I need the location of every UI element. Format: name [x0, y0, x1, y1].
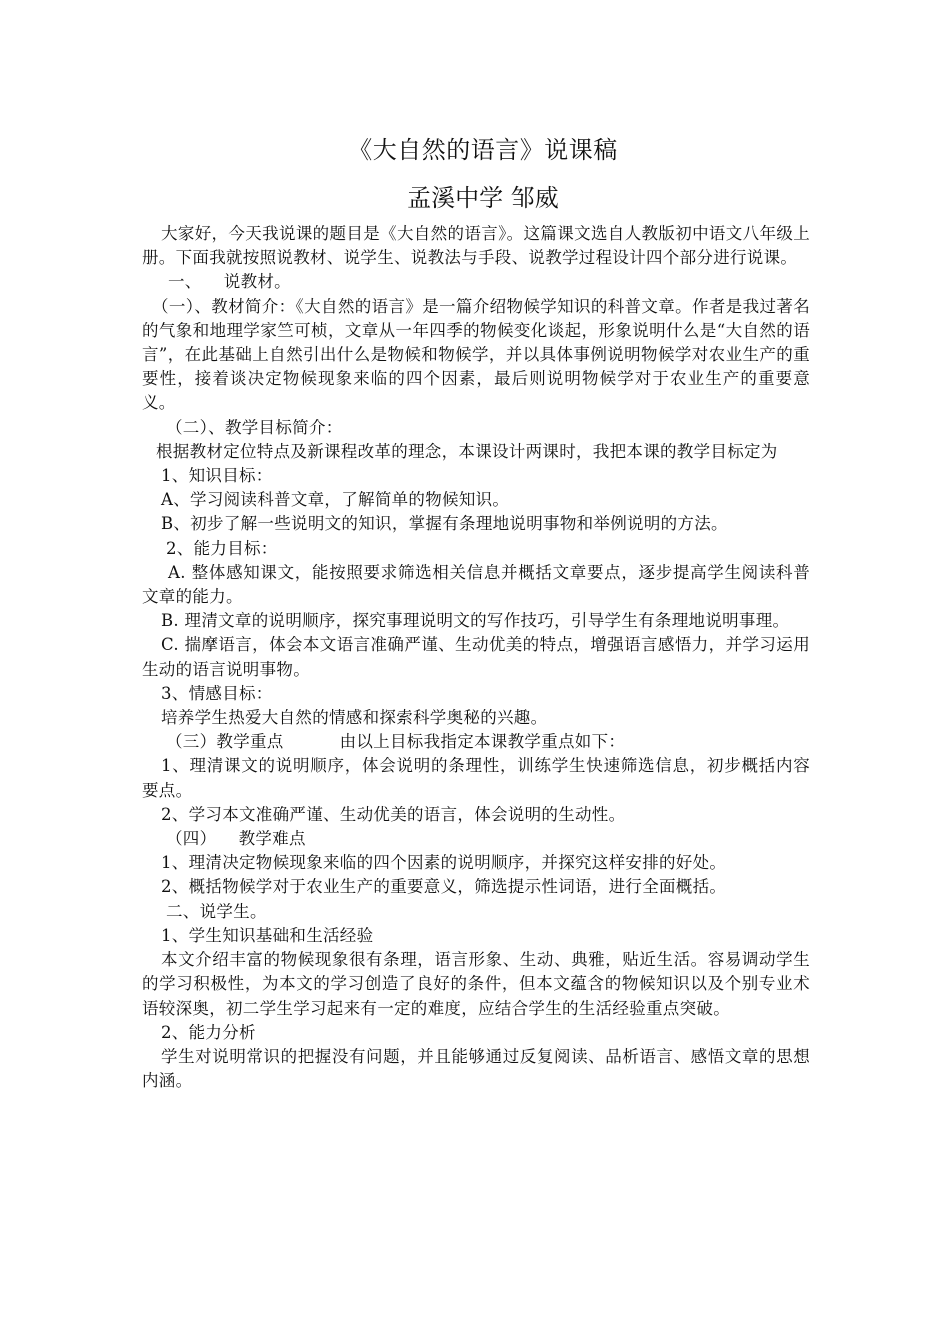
heading-knowledge-goal: 1、知识目标：	[161, 466, 273, 486]
list-item-knowledge-b: B、初步了解一些说明文的知识，掌握有条理地说明事物和举例说明的方法。	[161, 514, 728, 534]
heading-ability-goal: 2、能力目标：	[166, 538, 278, 558]
document-title: 《大自然的语言》说课稿	[348, 136, 618, 164]
paragraph-textbook-intro: （一）、教材简介：《大自然的语言》是一篇介绍物候学知识的科普文章。作者是我过著名的气象和地理学家竺可桢，文章从一年四季的物候变化谈起，形象说明什么是“大自然的语言”，在此基础上自然引出什么是物候和物候学，并以具体事例说明物候学对农业生产的重要性，接着谈决定物候现象来临的四个因素，最后则说明物候学对于农业生产的重要意义。	[142, 296, 810, 413]
heading-key-points: （三）教学重点	[166, 732, 284, 752]
heading-objectives: （二）、教学目标简介：	[166, 417, 343, 437]
list-item-knowledge-a: A、学习阅读科普文章，了解简单的物候知识。	[161, 490, 510, 510]
document-body	[142, 222, 810, 1093]
heading-section-2: 二、说学生。	[166, 901, 267, 921]
paragraph-emotion-goal: 培养学生热爱大自然的情感和探索科学奥秘的兴趣。	[161, 708, 548, 728]
list-item-key-point-2: 2、学习本文准确严谨、生动优美的语言，体会说明的生动性。	[161, 804, 626, 824]
document-author: 孟溪中学 邹威	[407, 184, 559, 212]
list-item-ability-b: B. 理清文章的说明顺序，探究事理说明文的写作技巧，引导学生有条理地说明事理。	[161, 611, 790, 631]
key-points-intro: 由以上目标我指定本课教学重点如下：	[339, 732, 626, 752]
heading-emotion-goal: 3、情感目标：	[161, 683, 273, 703]
document-page	[142, 128, 810, 1093]
list-item-ability-c: C. 揣摩语言，体会本文语言准确严谨、生动优美的特点，增强语言感悟力，并学习运用生动的语言说明事物。	[142, 635, 810, 679]
paragraph-ability-analysis: 学生对说明常识的把握没有问题，并且能够通过反复阅读、品析语言、感悟文章的思想内涵。	[142, 1046, 810, 1091]
list-item-difficulty-1: 1、理清决定物候现象来临的四个因素的说明顺序，并探究这样安排的好处。	[161, 853, 727, 873]
paragraph-student-knowledge: 本文介绍丰富的物候现象很有条理，语言形象、生动、典雅，贴近生活。容易调动学生的学习积极性，为本文的学习创造了良好的条件，但本文蕴含的物候知识以及个别专业术语较深奥，初二学生学习起来有一定的难度，应结合学生的生活经验重点突破。	[142, 950, 810, 1018]
heading-difficulties: （四） 教学难点	[166, 829, 306, 849]
heading-section-1: 一、 说教材。	[168, 272, 291, 292]
paragraph-intro: 大家好，今天我说课的题目是《大自然的语言》。这篇课文选自人教版初中语文八年级上册。下面我就按照说教材、说学生、说教法与手段、说教学过程设计四个部分进行说课。	[142, 224, 810, 268]
heading-ability-analysis: 2、能力分析	[161, 1022, 256, 1042]
list-item-ability-a: A. 整体感知课文，能按照要求筛选相关信息并概括文章要点，逐步提高学生阅读科普文章的能力。	[142, 562, 810, 607]
heading-student-knowledge: 1、学生知识基础和生活经验	[161, 925, 374, 945]
list-item-difficulty-2: 2、概括物候学对于农业生产的重要意义，筛选提示性词语，进行全面概括。	[161, 877, 727, 897]
list-item-key-point-1: 1、理清课文的说明顺序，体会说明的条理性，训练学生快速筛选信息，初步概括内容要点。	[142, 756, 810, 800]
heading-key-points-line	[142, 730, 810, 754]
paragraph-objectives-intro: 根据教材定位特点及新课程改革的理念，本课设计两课时，我把本课的教学目标定为	[156, 441, 778, 461]
